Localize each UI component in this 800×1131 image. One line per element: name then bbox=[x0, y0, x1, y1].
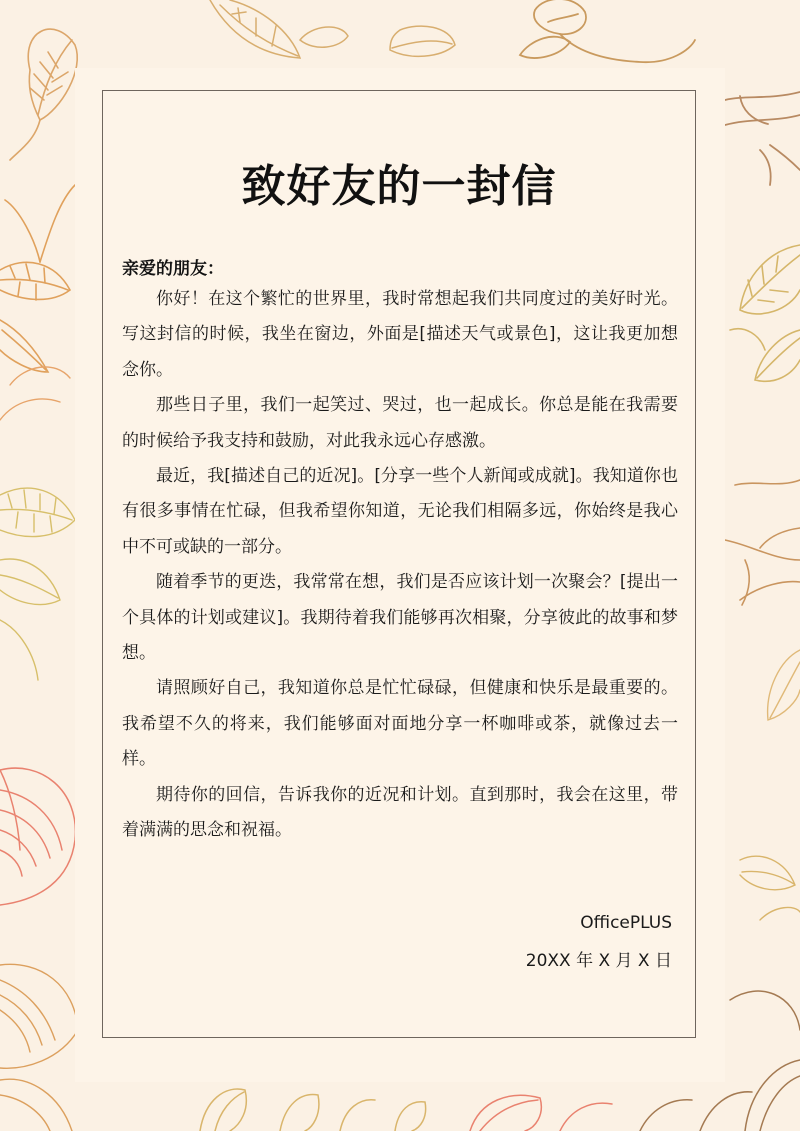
letter-paragraph: 最近，我[描述自己的近况]。[分享一些个人新闻或成就]。我知道你也有很多事情在忙碌，但我希望你知道，无论我们相隔多远，你始终是我心中不可或缺的一部分。 bbox=[122, 466, 678, 557]
leaf-icon bbox=[10, 29, 77, 160]
letter-signature bbox=[526, 904, 672, 980]
leaf-icon bbox=[0, 768, 75, 905]
leaf-icon bbox=[740, 856, 800, 920]
leaf-icon bbox=[520, 0, 695, 62]
letter-title: 致好友的一封信 bbox=[241, 161, 557, 212]
leaf-icon bbox=[210, 0, 455, 58]
leaf-icon bbox=[470, 1095, 612, 1131]
letter-paragraph: 期待你的回信，告诉我你的近况和计划。直到那时，我会在这里，带着满满的思念和祝福。 bbox=[122, 784, 678, 841]
leaf-icon bbox=[0, 964, 78, 1131]
leaf-icon bbox=[0, 185, 75, 372]
leaf-icon bbox=[200, 1089, 426, 1131]
letter-paragraph: 那些日子里，我们一起笑过、哭过，也一起成长。你总是能在我需要的时候给予我支持和鼓励，对此我永远心存感激。 bbox=[122, 395, 678, 451]
letter-paragraph: 随着季节的更迭，我常常在想，我们是否应该计划一次聚会？[提出一个具体的计划或建议]。我期待着我们能够再次相聚，分享彼此的故事和梦想。 bbox=[122, 572, 678, 664]
letter-date: 20XX 年 X 月 X 日 bbox=[525, 951, 672, 971]
signer-name: OfficePLUS bbox=[580, 913, 672, 933]
leaf-icon bbox=[768, 650, 800, 720]
letter-paragraph: 你好！在这个繁忙的世界里，我时常想起我们共同度过的美好时光。写这封信的时候，我坐在窗边，外面是[描述天气或景色]，这让我更加想念你。 bbox=[122, 289, 678, 380]
leaf-icon bbox=[0, 488, 75, 680]
leaf-icon bbox=[730, 245, 800, 381]
branch-icon bbox=[725, 480, 800, 605]
leaf-icon bbox=[0, 367, 70, 420]
letter-body bbox=[122, 282, 678, 849]
letter-paragraph: 请照顾好自己，我知道你总是忙忙碌碌，但健康和快乐是最重要的。我希望不久的将来，我们能够面对面地分享一杯咖啡或茶，就像过去一样。 bbox=[122, 678, 678, 770]
letter-salutation: 亲爱的朋友： bbox=[122, 259, 224, 279]
branch-icon bbox=[725, 92, 800, 185]
